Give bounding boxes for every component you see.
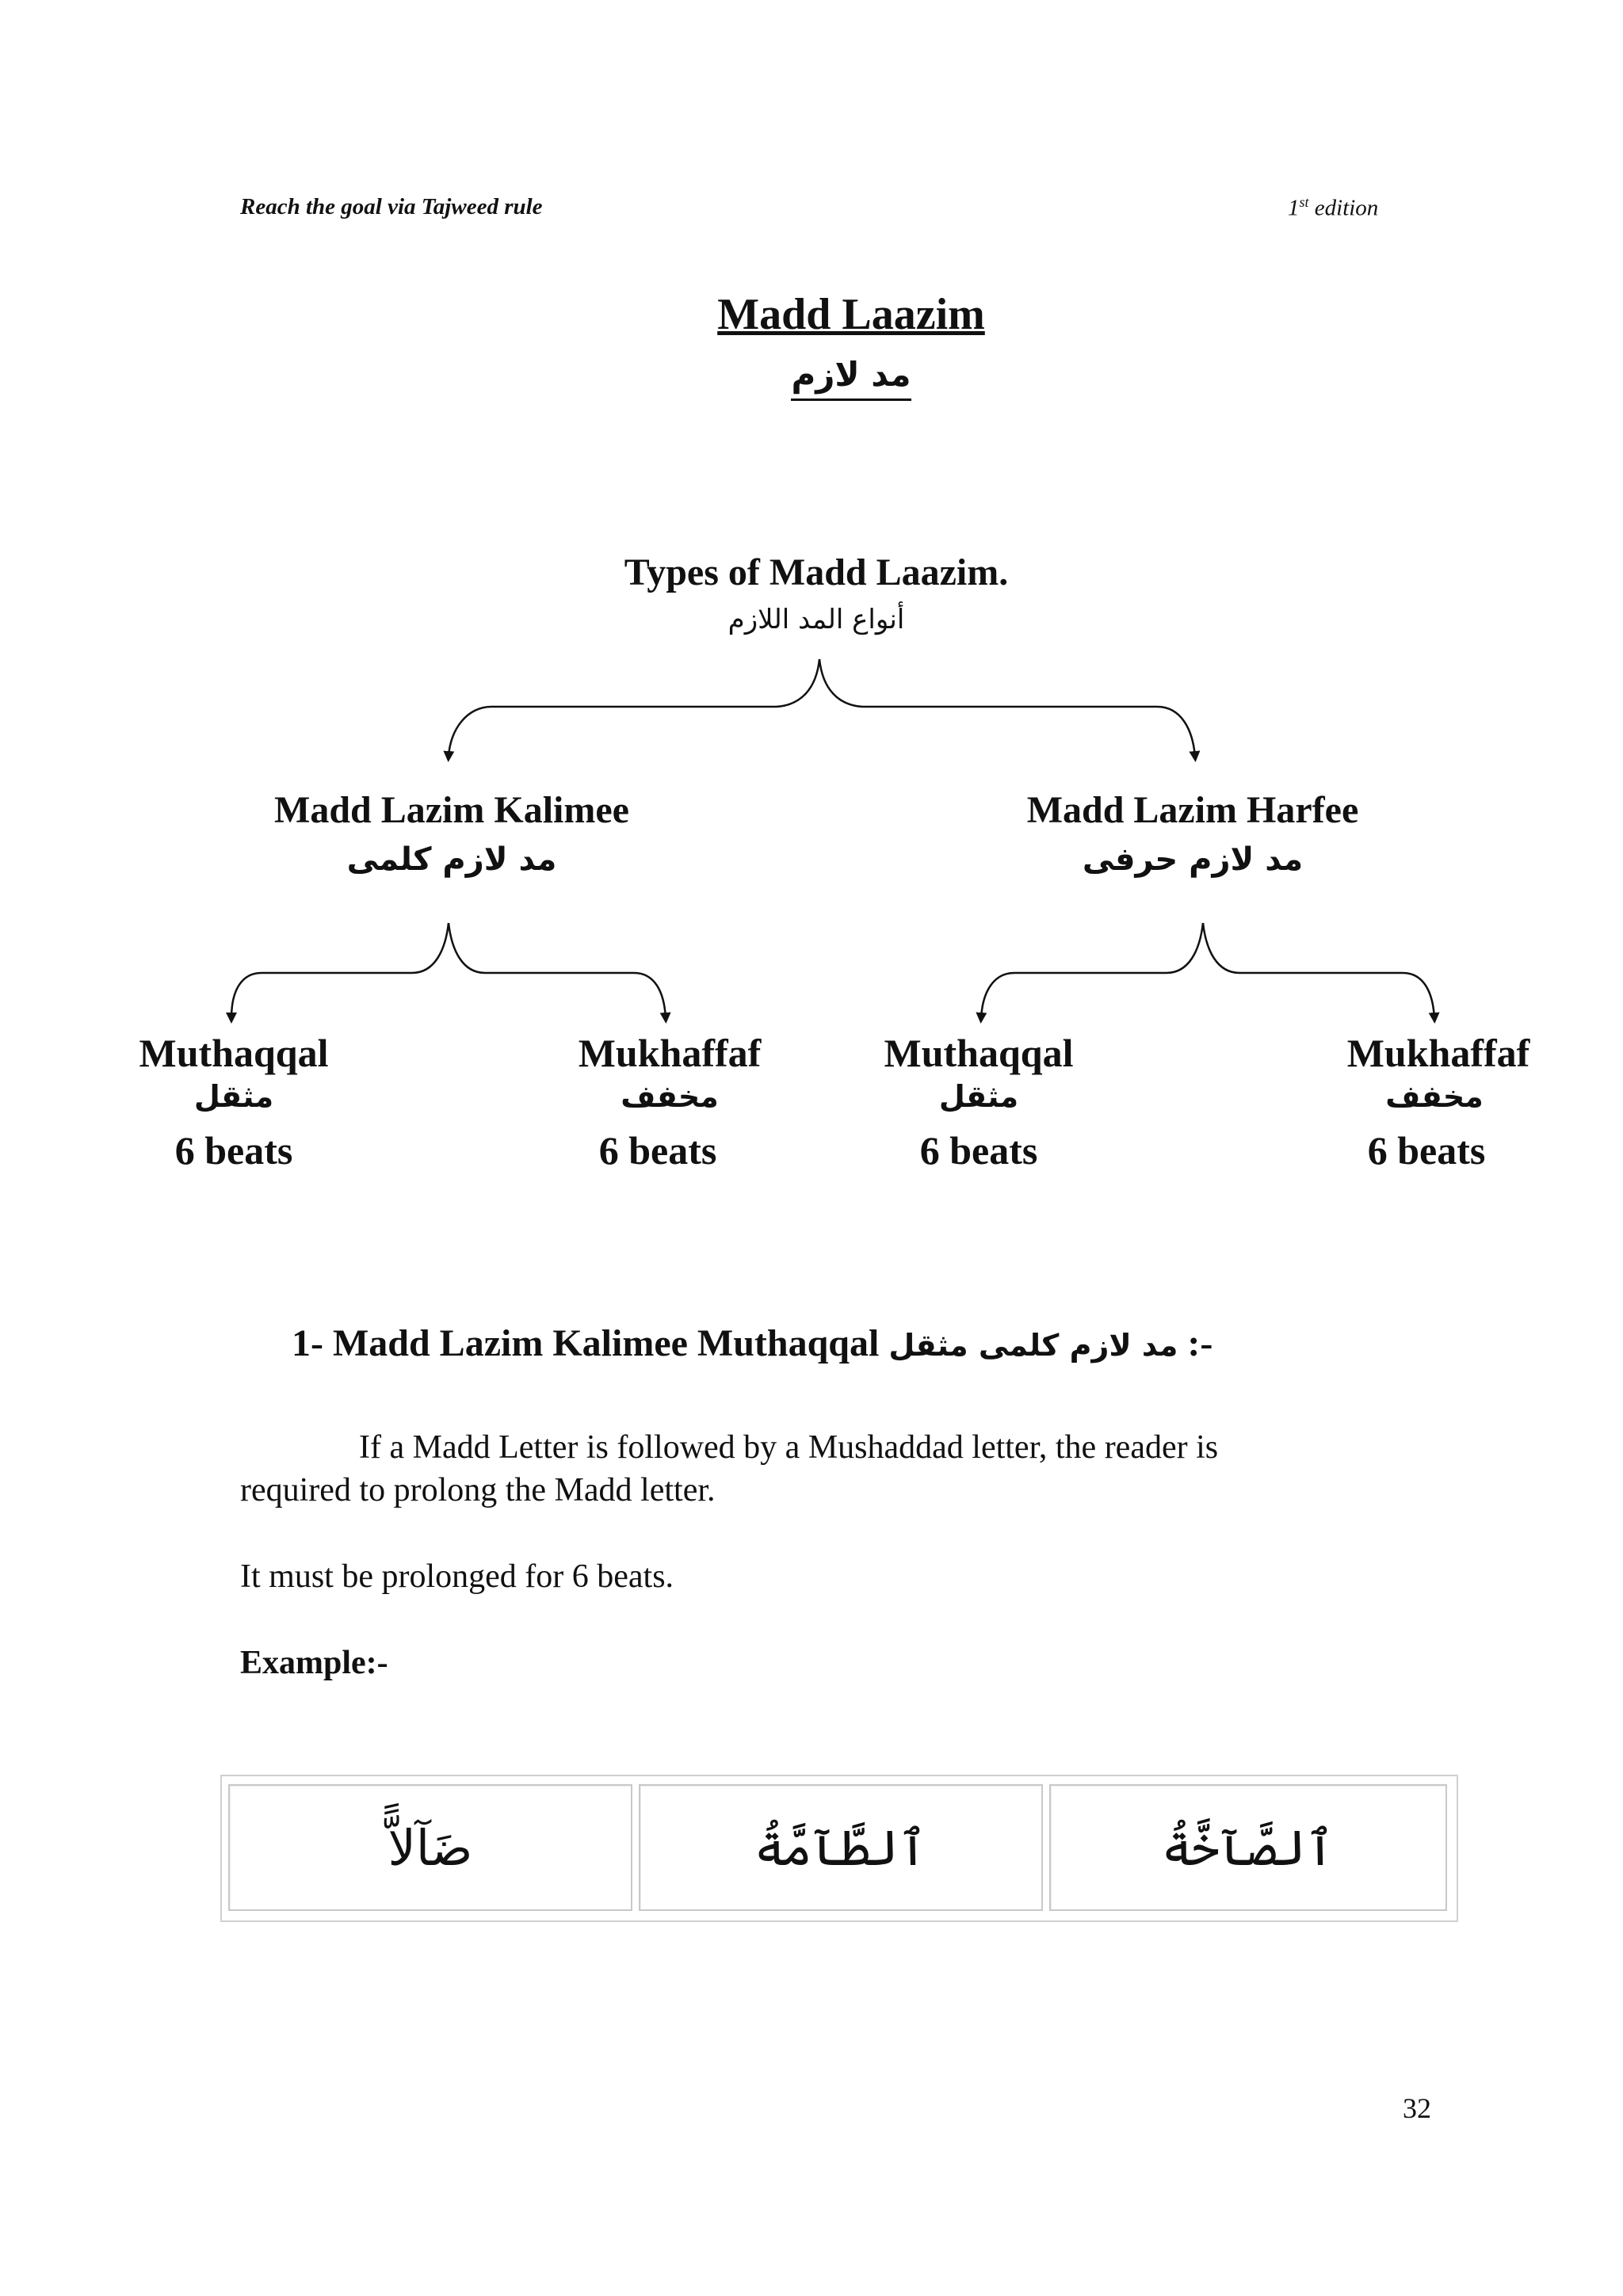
arabic-title: مد لازم [791, 355, 911, 401]
leaf-harfee-muthaqqal-arabic: مثقل [938, 1079, 1019, 1114]
leaf-harfee-mukhaffaf-arabic: مخفف [1385, 1079, 1484, 1114]
paragraph-1-line-1: If a Madd Letter is followed by a Mushaddad letter, the reader is [359, 1429, 1219, 1466]
branch-harfee-arabic: مد لازم حرفى [1082, 841, 1304, 878]
examples-table [220, 1775, 1458, 1922]
branch-kalimee-arabic: مد لازم كلمى [346, 841, 557, 878]
kalimee-brace [231, 923, 666, 1018]
leaf-harfee-muthaqqal-beats: 6 beats [919, 1128, 1038, 1173]
example-label: Example:- [240, 1645, 388, 1681]
branch-harfee-label: Madd Lazim Harfee [1026, 789, 1359, 831]
diagram-root-arabic: أنواع المد اللازم [727, 604, 905, 635]
page-number: 32 [1403, 2092, 1431, 2124]
running-header-title: Reach the goal via Tajweed rule [240, 194, 543, 219]
section-heading-arabic: مد لازم كلمى مثقل [888, 1328, 1178, 1363]
harfee-brace [981, 923, 1434, 1018]
leaf-harfee-muthaqqal: Muthaqqal [884, 1031, 1074, 1075]
example-cell-3 [1049, 1784, 1447, 1911]
leaf-harfee-mukhaffaf: Mukhaffaf [1346, 1031, 1530, 1075]
example-cell-1 [228, 1784, 632, 1911]
leaf-kalimee-mukhaffaf-beats: 6 beats [598, 1128, 717, 1173]
leaf-kalimee-muthaqqal: Muthaqqal [139, 1031, 329, 1075]
leaf-harfee-mukhaffaf-beats: 6 beats [1367, 1128, 1486, 1173]
example-word-1: ضَآلاًّ [388, 1818, 473, 1877]
example-cell-2 [639, 1784, 1043, 1911]
leaf-kalimee-muthaqqal-arabic: مثقل [193, 1079, 274, 1114]
leaf-kalimee-muthaqqal-beats: 6 beats [174, 1128, 293, 1173]
example-word-2: ٱلطَّآمَّةُ [754, 1818, 927, 1877]
edition-number: 1 [1288, 195, 1300, 221]
leaf-kalimee-mukhaffaf: Mukhaffaf [578, 1031, 762, 1075]
edition-word: edition [1314, 195, 1379, 221]
example-word-3: ٱلصَّآخَّةُ [1162, 1818, 1335, 1877]
page-title: Madd Laazim [717, 290, 985, 339]
diagram-root-label: Types of Madd Laazim. [624, 551, 1009, 593]
branch-kalimee-label: Madd Lazim Kalimee [274, 789, 629, 831]
edition-superscript: st [1299, 194, 1309, 210]
paragraph-2: It must be prolonged for 6 beats. [240, 1558, 674, 1595]
root-brace [449, 659, 1195, 757]
paragraph-1-line-2: required to prolong the Madd letter. [240, 1472, 716, 1508]
leaf-kalimee-mukhaffaf-arabic: مخفف [621, 1079, 719, 1114]
section-heading-english: 1- Madd Lazim Kalimee Muthaqqal [292, 1322, 880, 1364]
section-heading-suffix: :- [1187, 1322, 1213, 1364]
section-heading [292, 1322, 1212, 1365]
